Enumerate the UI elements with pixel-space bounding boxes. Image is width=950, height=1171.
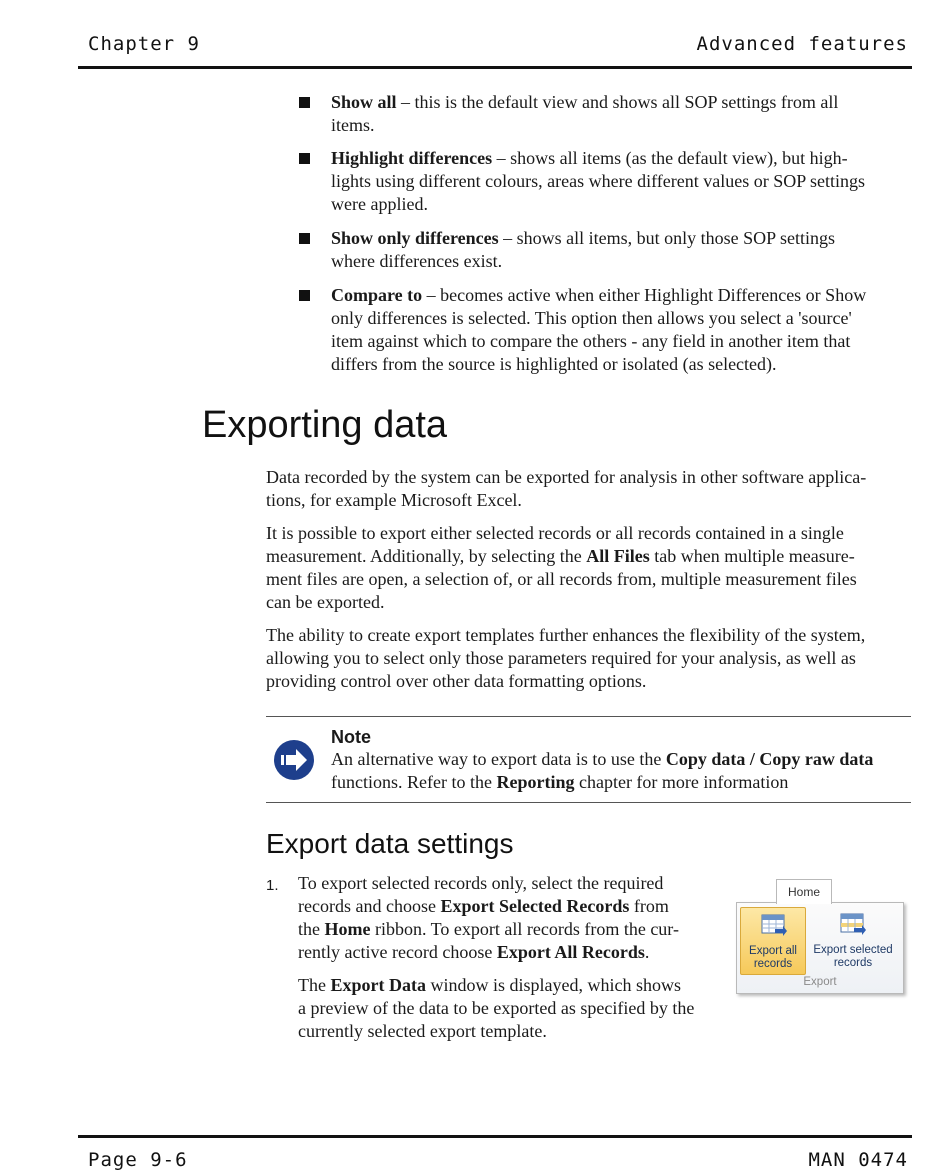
note-top-rule [266,716,911,717]
step-number: 1. [266,877,279,894]
table-export-icon [761,914,787,938]
subsection-title: Export data settings [266,828,514,859]
footer-rule [78,1135,912,1138]
arrow-right-circle-icon [272,738,316,782]
bullet-item-show-all: Show all – this is the default view and shows all SOP settings from all items. [331,92,839,135]
paragraph-export-scope: It is possible to export either selected records or all records contained in a single measurement. Additionally, by selecting the All Files tab when multiple measure- ment files are open, a selection of, or all records from, multiple measurement files can be exported. [266,523,857,612]
section-title: Exporting data [202,404,448,446]
tab-home[interactable]: Home [776,879,832,904]
bullet-item-highlight-differences: Highlight differences – shows all items (as the default view), but high- lights using different colours, areas where different values or SOP settings were applied. [331,148,866,214]
bullet-item-compare-to: Compare to – becomes active when either Highlight Differences or Show only differences is selected. This option then allows you select a 'source' item against which to compare the others - any field in another item that differs from the source is highlighted or isolated (as selected). [331,285,867,374]
bullet-marker [299,233,310,244]
ribbon-group-label: Export [803,976,837,988]
bullet-marker [299,97,310,108]
step-result-text: The Export Data window is displayed, which shows a preview of the data to be exported as specified by the currently selected export template. [298,975,695,1041]
page-number: Page 9-6 [88,1149,188,1171]
step-text: To export selected records only, select the required records and choose Export Selected Records from the Home ribbon. To export all records from the cur- rently active record choose Export All Records. [298,873,679,962]
paragraph-templates: The ability to create export templates further enhances the flexibility of the system, allowing you to select only those parameters required for your analysis, as well as providing control over other data formatting options. [266,625,866,691]
document-code: MAN 0474 [808,1149,908,1171]
note-bottom-rule [266,802,911,803]
note-title: Note [331,727,371,747]
header-rule [78,66,912,69]
bullet-marker [299,290,310,301]
bullet-marker [299,153,310,164]
bullet-item-show-only-differences: Show only differences – shows all items, but only those SOP settings where differences exist. [331,228,836,271]
ribbon-export-group [736,902,904,994]
section-label: Advanced features [696,33,908,55]
table-export-selected-icon [840,913,866,937]
export-all-records-button[interactable]: Export all records [740,907,806,975]
export-selected-records-button[interactable]: Export selected records [807,907,899,973]
chapter-label: Chapter 9 [88,33,200,55]
note-body: An alternative way to export data is to use the Copy data / Copy raw data functions. Refer to the Reporting chapter for more information [331,749,874,792]
paragraph-intro: Data recorded by the system can be exported for analysis in other software applica- tions, for example Microsoft Excel. [266,467,867,510]
